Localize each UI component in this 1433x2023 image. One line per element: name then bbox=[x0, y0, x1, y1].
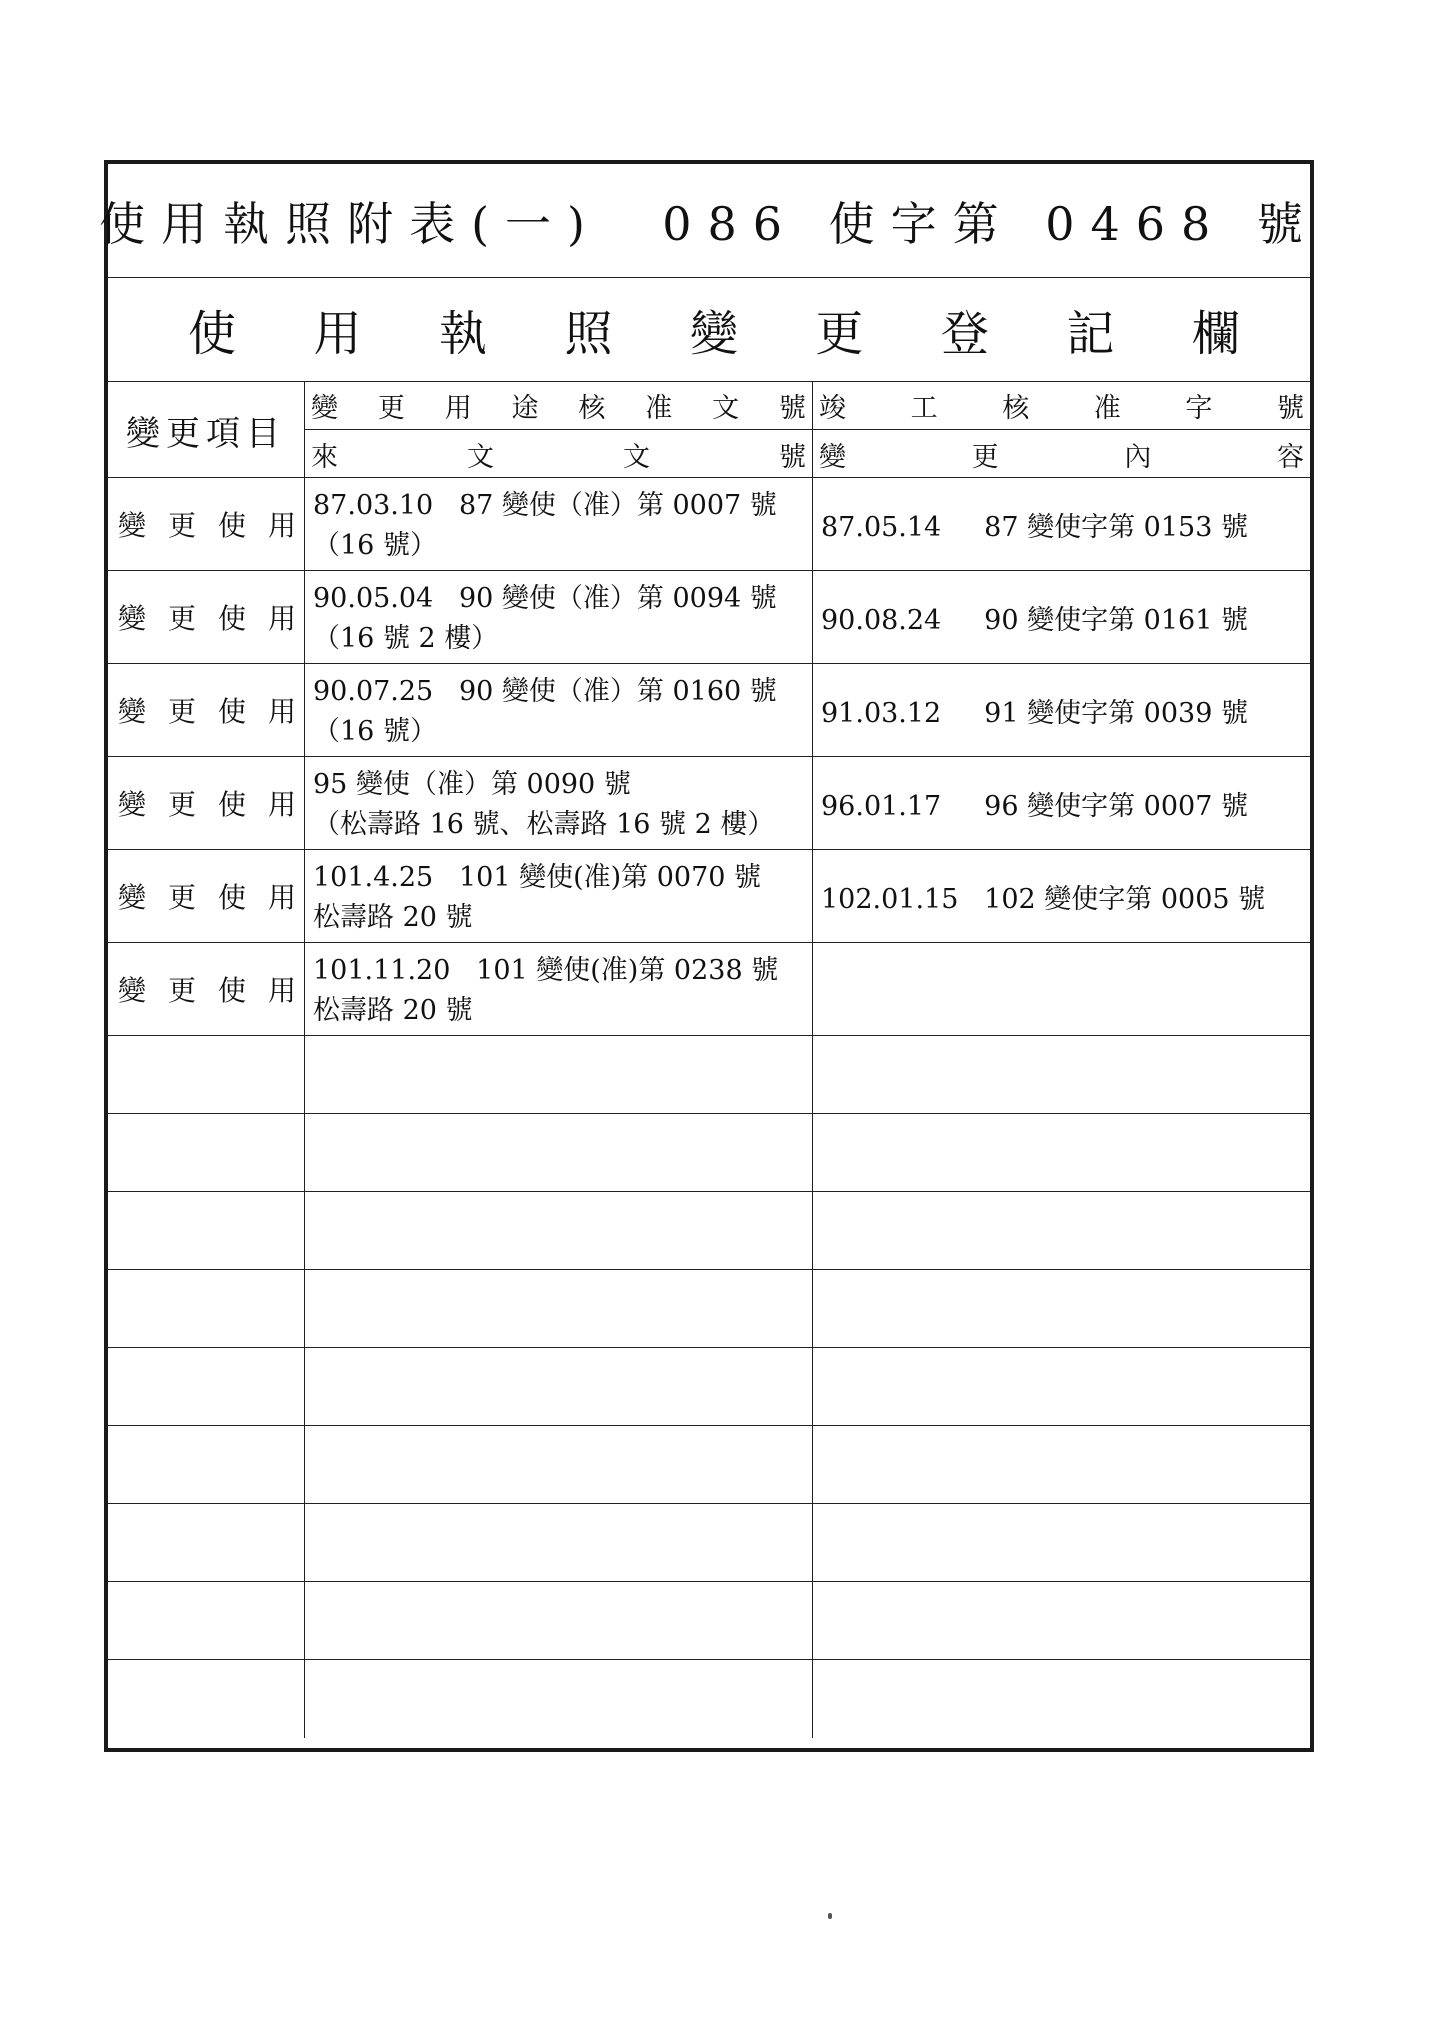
section-title-char: 使 bbox=[188, 306, 237, 362]
approval-doc-cell bbox=[305, 850, 813, 942]
completion-approval-cell: 102.01.15 102 變使字第 0005 號 bbox=[821, 883, 1266, 915]
empty-register-row bbox=[108, 1270, 1310, 1348]
change-item-char: 用 bbox=[267, 695, 296, 728]
empty-cell bbox=[305, 1582, 813, 1659]
empty-cell bbox=[305, 1270, 813, 1347]
section-title-char: 執 bbox=[438, 306, 487, 362]
change-item-cell bbox=[108, 943, 305, 1035]
empty-cell bbox=[108, 1660, 305, 1738]
approval-doc-line: （16 號） bbox=[313, 716, 437, 747]
empty-register-row bbox=[108, 1504, 1310, 1582]
header-char: 字 bbox=[1185, 393, 1213, 424]
change-item-cell bbox=[108, 850, 305, 942]
header-char: 來 bbox=[311, 441, 338, 473]
section-title-char: 變 bbox=[689, 306, 738, 362]
register-row bbox=[108, 850, 1310, 943]
header-char: 變 bbox=[819, 441, 846, 473]
change-item-char: 更 bbox=[167, 602, 196, 635]
header-change-content bbox=[813, 430, 1310, 478]
empty-cell bbox=[305, 1192, 813, 1269]
section-title-char: 欄 bbox=[1191, 306, 1240, 362]
change-item-char: 更 bbox=[167, 695, 196, 728]
header-approval-doc-number bbox=[305, 382, 812, 430]
empty-register-row bbox=[108, 1036, 1310, 1114]
empty-cell bbox=[305, 1036, 813, 1113]
header-approval-doc bbox=[305, 382, 813, 477]
section-title-row bbox=[108, 278, 1310, 382]
register-row bbox=[108, 664, 1310, 757]
register-row bbox=[108, 757, 1310, 850]
header-char: 竣 bbox=[819, 393, 846, 424]
empty-cell bbox=[108, 1582, 305, 1659]
empty-cell bbox=[813, 1504, 1310, 1581]
header-char: 核 bbox=[1002, 393, 1030, 424]
change-item-char: 變 bbox=[118, 509, 147, 542]
empty-register-row bbox=[108, 1660, 1310, 1738]
change-item-char: 更 bbox=[167, 509, 196, 542]
section-title-char: 記 bbox=[1066, 306, 1115, 362]
empty-cell bbox=[813, 1270, 1310, 1347]
header-char: 文 bbox=[467, 441, 494, 473]
change-item-char: 變 bbox=[118, 881, 147, 914]
completion-approval-cell bbox=[813, 943, 1310, 1035]
empty-cell bbox=[813, 1660, 1310, 1738]
change-item-char: 用 bbox=[267, 788, 296, 821]
empty-cell bbox=[305, 1114, 813, 1191]
header-char: 更 bbox=[377, 393, 405, 424]
change-item-char: 使 bbox=[217, 788, 246, 821]
change-item-char: 變 bbox=[118, 602, 147, 635]
header-char: 變 bbox=[311, 393, 338, 424]
header-change-item: 變更項目 bbox=[108, 382, 305, 478]
approval-doc-line: 90.07.25 90 變使（准）第 0160 號 bbox=[313, 676, 777, 707]
header-incoming-doc-number bbox=[305, 430, 812, 478]
document-title: 使用執照附表(一) 086 使字第 0468 號 bbox=[99, 196, 1319, 251]
empty-cell bbox=[813, 1426, 1310, 1503]
approval-doc-line: 松壽路 20 號 bbox=[313, 995, 473, 1026]
change-item-cell bbox=[108, 757, 305, 849]
header-char: 更 bbox=[971, 441, 999, 473]
header-completion bbox=[813, 382, 1310, 477]
empty-register-row bbox=[108, 1426, 1310, 1504]
header-char: 內 bbox=[1124, 441, 1152, 473]
approval-doc-line: 95 變使（准）第 0090 號 bbox=[313, 769, 631, 800]
register-row bbox=[108, 571, 1310, 664]
change-item-cell bbox=[108, 664, 305, 756]
completion-approval-cell: 90.08.24 90 變使字第 0161 號 bbox=[821, 604, 1248, 636]
header-char: 工 bbox=[910, 393, 938, 424]
column-header-row bbox=[108, 382, 1310, 478]
scan-speck bbox=[828, 1913, 832, 1919]
approval-doc-line: 101.11.20 101 變使(准)第 0238 號 bbox=[313, 955, 779, 986]
empty-cell bbox=[108, 1114, 305, 1191]
change-item-char: 用 bbox=[267, 602, 296, 635]
empty-cell bbox=[813, 1348, 1310, 1425]
empty-cell bbox=[813, 1114, 1310, 1191]
empty-cell bbox=[305, 1348, 813, 1425]
change-item-char: 用 bbox=[267, 509, 296, 542]
empty-register-row bbox=[108, 1348, 1310, 1426]
license-attachment-table bbox=[99, 160, 1319, 1752]
change-item-cell bbox=[108, 478, 305, 570]
completion-approval-cell: 91.03.12 91 變使字第 0039 號 bbox=[821, 697, 1248, 729]
approval-doc-cell bbox=[305, 943, 813, 1035]
completion-approval-cell: 96.01.17 96 變使字第 0007 號 bbox=[821, 790, 1248, 822]
section-title-char: 照 bbox=[564, 306, 613, 362]
empty-cell bbox=[108, 1426, 305, 1503]
change-item-char: 變 bbox=[118, 974, 147, 1007]
empty-register-row bbox=[108, 1114, 1310, 1192]
empty-register-row bbox=[108, 1582, 1310, 1660]
section-title-char: 用 bbox=[313, 306, 362, 362]
header-char: 號 bbox=[779, 441, 806, 473]
approval-doc-cell bbox=[305, 571, 813, 663]
empty-cell bbox=[108, 1348, 305, 1425]
empty-cell bbox=[108, 1192, 305, 1269]
empty-cell bbox=[305, 1660, 813, 1738]
empty-cell bbox=[108, 1036, 305, 1113]
change-item-char: 更 bbox=[167, 881, 196, 914]
header-char: 文 bbox=[712, 393, 740, 424]
header-char: 號 bbox=[1276, 393, 1304, 424]
register-row bbox=[108, 943, 1310, 1036]
section-title-char: 更 bbox=[815, 306, 864, 362]
change-item-char: 用 bbox=[267, 881, 296, 914]
approval-doc-cell bbox=[305, 757, 813, 849]
document-title-row bbox=[99, 164, 1319, 278]
header-char: 准 bbox=[645, 393, 673, 424]
approval-doc-cell bbox=[305, 478, 813, 570]
empty-cell bbox=[813, 1192, 1310, 1269]
empty-cell bbox=[813, 1036, 1310, 1113]
approval-doc-line: （松壽路 16 號、松壽路 16 號 2 樓） bbox=[313, 809, 775, 840]
change-item-char: 使 bbox=[217, 509, 246, 542]
approval-doc-line: （16 號 2 樓） bbox=[313, 623, 499, 654]
header-char: 文 bbox=[623, 441, 650, 473]
empty-cell bbox=[305, 1504, 813, 1581]
header-char: 用 bbox=[444, 393, 472, 424]
change-item-char: 更 bbox=[167, 788, 196, 821]
header-char: 號 bbox=[778, 393, 806, 424]
header-char: 核 bbox=[578, 393, 606, 424]
empty-cell bbox=[108, 1504, 305, 1581]
approval-doc-line: 松壽路 20 號 bbox=[313, 902, 473, 933]
change-item-char: 變 bbox=[118, 788, 147, 821]
empty-cell bbox=[305, 1426, 813, 1503]
change-item-char: 使 bbox=[217, 695, 246, 728]
change-item-cell bbox=[108, 571, 305, 663]
approval-doc-line: 90.05.04 90 變使（准）第 0094 號 bbox=[313, 583, 777, 614]
header-char: 准 bbox=[1093, 393, 1121, 424]
register-row bbox=[108, 478, 1310, 571]
section-title-char: 登 bbox=[940, 306, 989, 362]
approval-doc-line: 87.03.10 87 變使（准）第 0007 號 bbox=[313, 490, 777, 521]
empty-register-row bbox=[108, 1192, 1310, 1270]
change-item-char: 使 bbox=[217, 974, 246, 1007]
approval-doc-line: 101.4.25 101 變使(准)第 0070 號 bbox=[313, 862, 762, 893]
header-char: 容 bbox=[1276, 441, 1304, 473]
change-item-char: 用 bbox=[267, 974, 296, 1007]
empty-cell bbox=[108, 1270, 305, 1347]
change-item-char: 更 bbox=[167, 974, 196, 1007]
change-item-char: 變 bbox=[118, 695, 147, 728]
approval-doc-line: （16 號） bbox=[313, 530, 437, 561]
header-completion-approval-number bbox=[813, 382, 1310, 430]
header-char: 途 bbox=[511, 393, 539, 424]
change-item-char: 使 bbox=[217, 602, 246, 635]
change-item-char: 使 bbox=[217, 881, 246, 914]
approval-doc-cell bbox=[305, 664, 813, 756]
completion-approval-cell: 87.05.14 87 變使字第 0153 號 bbox=[821, 511, 1248, 543]
empty-cell bbox=[813, 1582, 1310, 1659]
